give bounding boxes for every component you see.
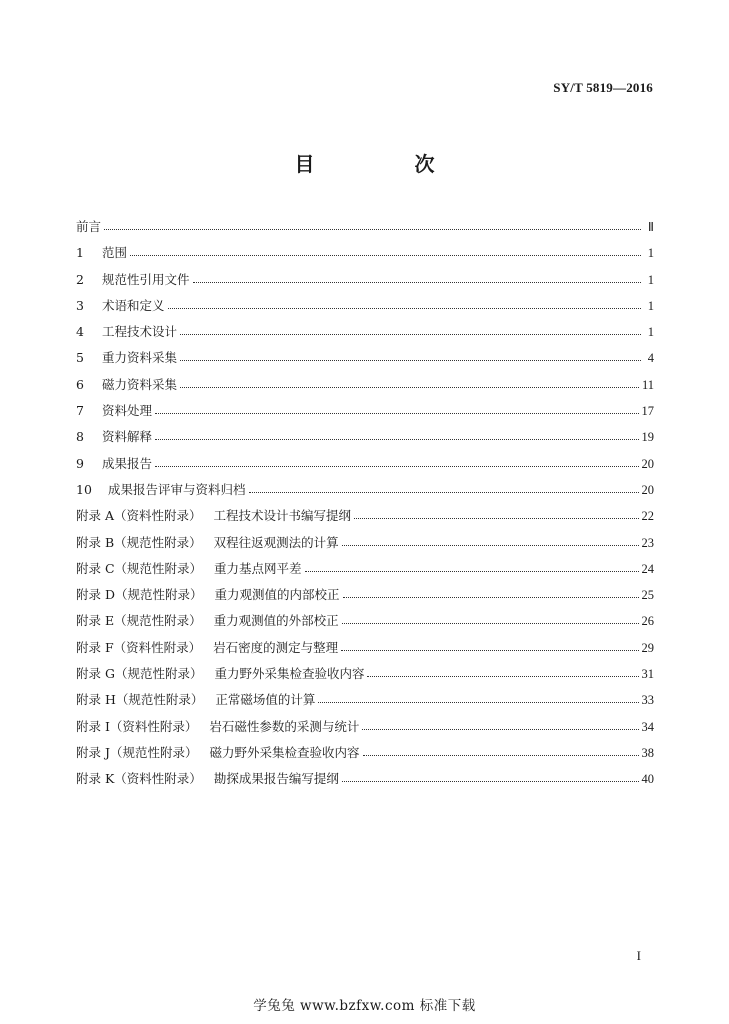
toc-entry-title: 术语和定义 <box>102 297 165 313</box>
toc-page-number: 11 <box>641 377 654 392</box>
toc-page-number: 24 <box>641 561 654 576</box>
toc-entry[interactable] <box>76 480 654 506</box>
toc-entry[interactable] <box>76 533 654 559</box>
toc-entry[interactable] <box>76 243 654 269</box>
toc-page-number: 22 <box>641 509 654 524</box>
toc-section-number: 5 <box>76 350 84 366</box>
dot-leader <box>104 228 641 230</box>
toc-entry[interactable] <box>76 638 654 664</box>
toc-entry[interactable] <box>76 717 654 743</box>
toc-entry-title: 重力资料采集 <box>102 350 178 366</box>
toc-entry-title: 正常磁场值的计算 <box>215 692 316 708</box>
dot-leader <box>130 254 641 256</box>
dot-leader <box>342 780 639 782</box>
toc-page-number: 33 <box>641 693 654 708</box>
toc-entry-title: 磁力野外采集检查验收内容 <box>209 744 360 760</box>
toc-entry-title: 磁力资料采集 <box>102 376 178 392</box>
toc-entry[interactable] <box>76 401 654 427</box>
toc-page-number: 1 <box>647 298 654 313</box>
toc-entry-title: 重力观测值的内部校正 <box>214 587 340 603</box>
toc-appendix-label: 附录 G（规范性附录） <box>76 666 203 682</box>
toc-entry[interactable] <box>76 217 654 243</box>
toc-appendix-label: 附录 J（规范性附录） <box>76 744 198 760</box>
document-id: SY/T 5819—2016 <box>553 80 653 95</box>
dot-leader <box>155 438 638 440</box>
toc-page-number: 1 <box>647 246 654 261</box>
toc-section-number: 8 <box>76 429 84 445</box>
toc-entry[interactable] <box>76 743 654 769</box>
toc-entry-title: 勘探成果报告编写提纲 <box>213 771 339 787</box>
toc-entry[interactable] <box>76 769 654 795</box>
toc-page-number: 34 <box>641 719 654 734</box>
toc-entry-title: 重力基点网平差 <box>214 560 302 576</box>
toc-entry[interactable] <box>76 585 654 611</box>
toc-entry[interactable] <box>76 559 654 585</box>
dot-leader <box>343 596 639 598</box>
dot-leader <box>180 386 639 388</box>
toc-page-number: 23 <box>641 535 654 550</box>
toc-entry[interactable] <box>76 375 654 401</box>
toc-entry-title: 工程技术设计书编写提纲 <box>213 508 352 524</box>
toc-entry-title: 岩石磁性参数的采测与统计 <box>209 718 360 734</box>
dot-leader <box>155 412 638 414</box>
toc-section-number: 4 <box>76 324 84 340</box>
toc-appendix-label: 附录 C（规范性附录） <box>76 560 203 576</box>
page-number: I <box>636 948 641 963</box>
toc-entry-title: 双程往返观测法的计算 <box>213 534 339 550</box>
toc-page-number: 17 <box>641 404 654 419</box>
toc-appendix-label: 附录 F（资料性附录） <box>76 639 202 655</box>
toc-entry-title: 重力观测值的外部校正 <box>213 613 339 629</box>
toc-section-number: 1 <box>76 245 84 261</box>
toc-page-number: 20 <box>641 482 654 497</box>
toc-entry[interactable] <box>76 690 654 716</box>
toc-section-number: 7 <box>76 403 84 419</box>
toc-entry-title: 资料处理 <box>102 403 153 419</box>
dot-leader <box>342 622 639 624</box>
toc-page-number: 29 <box>641 640 654 655</box>
toc-page-number: 26 <box>641 614 654 629</box>
dot-leader <box>168 307 641 309</box>
dot-leader <box>155 465 638 467</box>
toc-appendix-label: 附录 B（规范性附录） <box>76 534 202 550</box>
toc-appendix-label: 附录 H（规范性附录） <box>76 692 204 708</box>
dot-leader <box>342 544 639 546</box>
toc-page-number: 20 <box>641 456 654 471</box>
dot-leader <box>180 333 641 335</box>
table-of-contents <box>76 217 654 796</box>
dot-leader <box>318 701 638 703</box>
dot-leader <box>367 675 638 677</box>
toc-page-number: Ⅱ <box>647 220 654 234</box>
dot-leader <box>341 649 638 651</box>
toc-page-number: 31 <box>641 667 654 682</box>
toc-entry[interactable] <box>76 322 654 348</box>
toc-section-number: 2 <box>76 271 84 287</box>
toc-entry-title: 资料解释 <box>102 429 153 445</box>
toc-section-number: 6 <box>76 376 84 392</box>
toc-entry-title: 前言 <box>76 219 102 234</box>
toc-entry[interactable] <box>76 296 654 322</box>
toc-appendix-label: 附录 E（规范性附录） <box>76 613 202 629</box>
toc-entry-title: 成果报告评审与资料归档 <box>108 481 246 497</box>
toc-entry-title: 重力野外采集检查验收内容 <box>214 666 365 682</box>
toc-entry[interactable] <box>76 611 654 637</box>
dot-leader <box>354 517 638 519</box>
toc-entry-title: 岩石密度的测定与整理 <box>213 639 339 655</box>
toc-page-number: 19 <box>641 430 654 445</box>
toc-page-number: 38 <box>641 745 654 760</box>
toc-entry-title: 范围 <box>102 245 128 261</box>
toc-appendix-label: 附录 K（资料性附录） <box>76 771 202 787</box>
dot-leader <box>193 281 641 283</box>
dot-leader <box>362 728 638 730</box>
toc-entry[interactable] <box>76 270 654 296</box>
dot-leader <box>180 359 641 361</box>
dot-leader <box>363 754 639 756</box>
toc-page-number: 1 <box>647 272 654 287</box>
toc-page-number: 4 <box>647 351 654 366</box>
toc-entry[interactable] <box>76 454 654 480</box>
toc-entry[interactable] <box>76 506 654 532</box>
toc-section-number: 9 <box>76 455 84 471</box>
watermark-text: 学兔兔 www.bzfxw.com 标准下载 <box>253 998 476 1014</box>
toc-entry[interactable] <box>76 427 654 453</box>
toc-entry[interactable] <box>76 348 654 374</box>
toc-appendix-label: 附录 D（规范性附录） <box>76 587 203 603</box>
toc-page-number: 25 <box>641 588 654 603</box>
toc-appendix-label: 附录 I（资料性附录） <box>76 718 198 734</box>
dot-leader <box>305 570 639 572</box>
toc-entry-title: 规范性引用文件 <box>102 271 190 287</box>
toc-section-number: 3 <box>76 297 84 313</box>
toc-entry-title: 成果报告 <box>102 455 153 471</box>
page-title: 目 次 <box>294 152 475 176</box>
toc-appendix-label: 附录 A（资料性附录） <box>76 508 202 524</box>
toc-page-number: 40 <box>641 772 654 787</box>
toc-entry-title: 工程技术设计 <box>102 324 178 340</box>
toc-page-number: 1 <box>647 325 654 340</box>
dot-leader <box>249 491 639 493</box>
toc-section-number: 10 <box>76 481 92 497</box>
toc-entry[interactable] <box>76 664 654 690</box>
